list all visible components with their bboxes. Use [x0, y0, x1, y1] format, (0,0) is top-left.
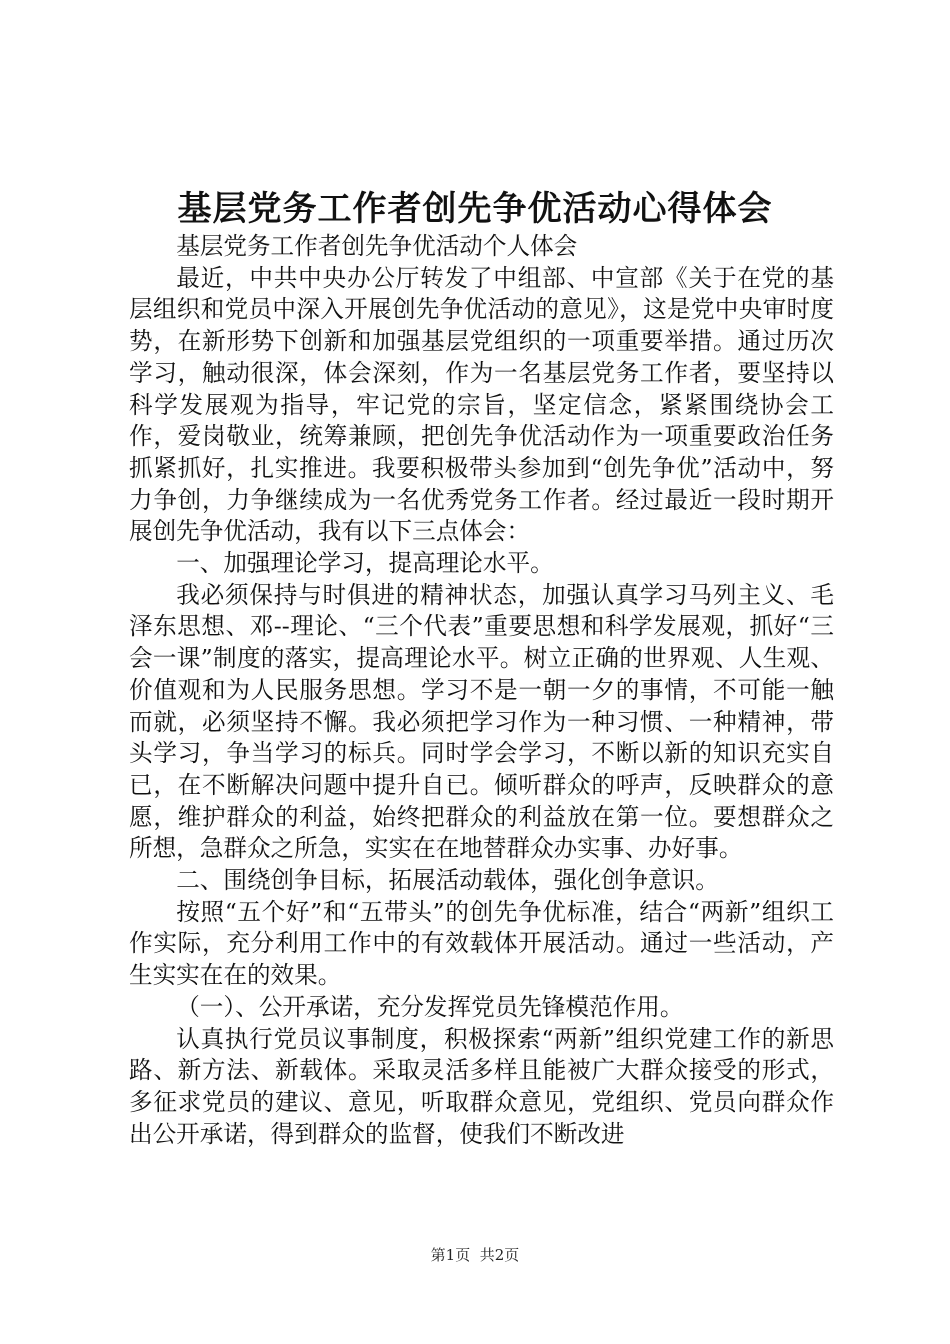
subtitle-paragraph: 基层党务工作者创先争优活动个人体会 [176, 232, 578, 260]
document-title: 基层党务工作者创先争优活动心得体会 [177, 189, 773, 229]
intro-paragraph: 最近，中共中央办公厅转发了中组部、中宣部《关于在党的基层组织和党员中深入开展创先争优活动的意见》，这是党中央审时度势，在新形势下创新和加强基层党组织的一项重要举措。通过历次学习，触动很深，体会深刻，作为一名基层党务工作者，要坚持以科学发展观为指导，牢记党的宗旨，坚定信念，紧紧围绕协会工作，爱岗敬业，统筹兼顾，把创先争优活动作为一项重要政治任务抓紧抓好，扎实推进。我要积极带头参加到“创先争优”活动中，努力争创，力争继续成为一名优秀党务工作者。经过最近一段时期开展创先争优活动，我有以下三点体会： [129, 263, 834, 546]
section-paragraph-2: 按照“五个好”和“五带头”的创先争优标准，结合“两新”组织工作实际，充分利用工作中的有效载体开展活动。通过一些活动，产生实实在在的效果。 [129, 897, 834, 990]
section-heading-2: 二、围绕创争目标，拓展活动载体，强化创争意识。 [176, 866, 719, 895]
subsection-paragraph-1: 认真执行党员议事制度，积极探索“两新”组织党建工作的新思路、新方法、新载体。采取灵活多样且能被广大群众接受的形式，多征求党员的建议、意见，听取群众意见，党组织、党员向群众作出公开承诺，得到群众的监督，使我们不断改进 [129, 1024, 834, 1148]
document-body [129, 231, 834, 1150]
page-footer [0, 1245, 950, 1265]
section-paragraph-1: 我必须保持与时俱进的精神状态，加强认真学习马列主义、毛泽东思想、邓--理论、“三个代表”重要思想和科学发展观，抓好“三会一课”制度的落实，提高理论水平。树立正确的世界观、人生观、价值观和为人民服务思想。学习不是一朝一夕的事情，不可能一触而就，必须坚持不懈。我必须把学习作为一种习惯、一种精神，带头学习，争当学习的标兵。同时学会学习，不断以新的知识充实自已，在不断解决问题中提升自已。倾听群众的呼声，反映群众的意愿，维护群众的利益，始终把群众的利益放在第一位。要想群众之所想，急群众之所急，实实在在地替群众办实事、办好事。 [129, 580, 834, 863]
section-heading-1: 一、加强理论学习，提高理论水平。 [176, 549, 554, 578]
subsection-heading-1: （一）、公开承诺，充分发挥党员先锋模范作用。 [176, 992, 684, 1021]
page-number: 第1页 [430, 1246, 471, 1264]
total-pages: 共2页 [479, 1246, 520, 1264]
